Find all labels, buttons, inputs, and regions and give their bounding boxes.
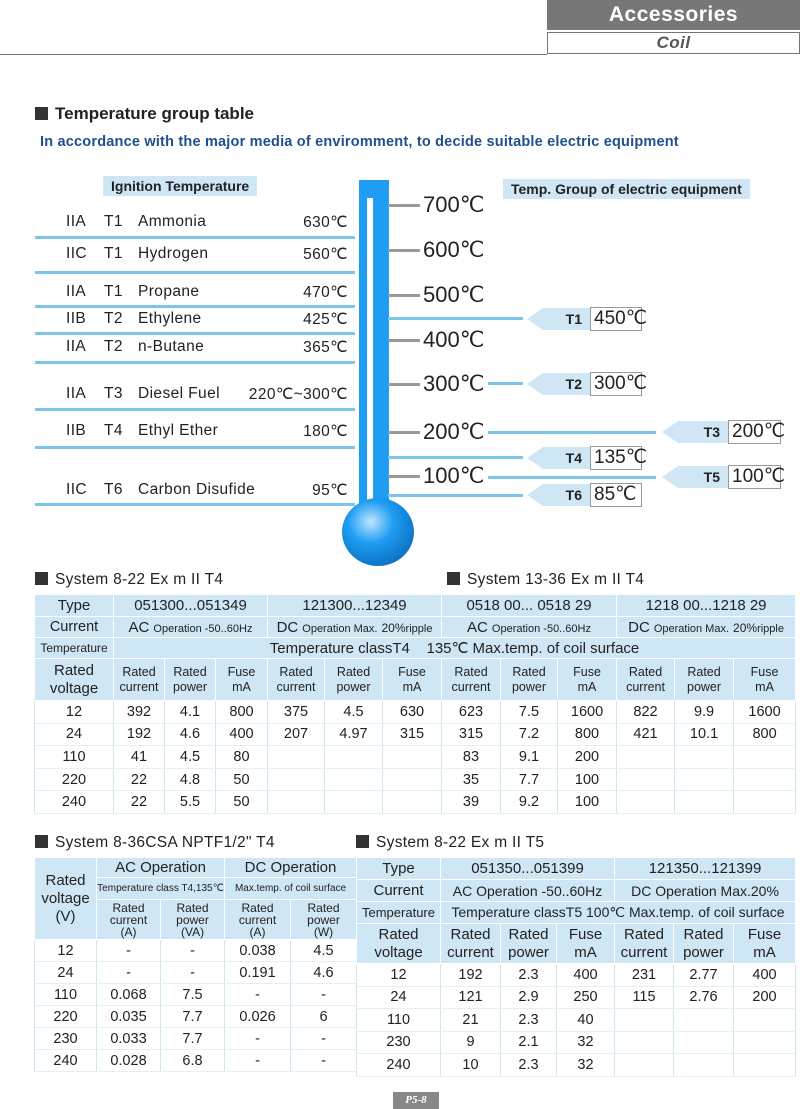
square-bullet-icon	[35, 572, 48, 585]
table-cell: 4.6	[291, 962, 357, 984]
table-cell	[617, 791, 675, 814]
table-cell: 4.8	[165, 768, 216, 791]
table-row	[357, 1054, 796, 1077]
table-row	[35, 962, 357, 984]
temperature-class: Temperature classT5 100℃ Max.temp. of coil surface	[441, 902, 796, 924]
table-cell: -	[291, 984, 357, 1006]
group-value: 135℃	[590, 446, 642, 470]
table-cell	[383, 746, 442, 769]
table-cell: 6.8	[161, 1050, 225, 1072]
table-cell: 7.2	[501, 723, 558, 746]
square-bullet-icon	[447, 572, 460, 585]
table4-title: System 8-22 Ex m II T5	[356, 834, 544, 852]
type-range: 1218 00...1218 29	[617, 595, 796, 617]
table-cell: 4.5	[165, 746, 216, 769]
scale-tick	[388, 339, 420, 342]
table-cell: 21	[441, 1009, 501, 1032]
table-cell: 800	[558, 723, 617, 746]
scale-tick	[388, 431, 420, 434]
table-cell: 2.77	[674, 964, 734, 987]
group-arrow: T6	[543, 484, 590, 506]
table-cell: 1600	[734, 701, 796, 724]
table1-title: System 8-22 Ex m II T4	[35, 571, 223, 589]
group-arrow: T1	[543, 308, 590, 330]
type-label: Type	[357, 858, 441, 880]
table-cell: 2.1	[501, 1031, 557, 1054]
table-cell	[617, 746, 675, 769]
table-cell: 192	[441, 964, 501, 987]
table-cell: 121	[441, 986, 501, 1009]
section-subtitle: In accordance with the major media of enviromment, to decide suitable electric equipment	[40, 134, 679, 150]
gas-row: IIB T2 Ethylene 425℃	[66, 310, 348, 328]
group-value: 300℃	[590, 372, 642, 396]
table-cell	[268, 768, 325, 791]
table-cell: 12	[357, 964, 441, 987]
table-cell	[674, 1054, 734, 1077]
table-cell: 207	[268, 723, 325, 746]
temperature-class: Temperature class T4,135℃	[97, 878, 225, 900]
ac-operation: AC Operation -50..60Hz	[442, 617, 617, 638]
table-cell	[734, 1031, 796, 1054]
scale-tick	[388, 475, 420, 478]
table-cell	[615, 1031, 674, 1054]
ac-operation: AC Operation	[97, 858, 225, 878]
gas-line	[35, 271, 355, 274]
table-cell	[615, 1009, 674, 1032]
table-cell	[617, 768, 675, 791]
table-cell: 7.7	[161, 1028, 225, 1050]
table-cell: 7.7	[501, 768, 558, 791]
table-cell: 7.7	[161, 1006, 225, 1028]
scale-label: 300℃	[423, 371, 485, 396]
gas-row: IIA T1 Propane 470℃	[66, 283, 348, 301]
table-cell	[674, 1009, 734, 1032]
group-line	[388, 494, 523, 497]
group-value: 450℃	[590, 307, 642, 331]
group-line	[488, 476, 656, 479]
table-cell: 41	[114, 746, 165, 769]
table-cell: 83	[442, 746, 501, 769]
table-cell: 100	[558, 791, 617, 814]
table-cell: 230	[35, 1028, 97, 1050]
group-line	[388, 317, 523, 320]
table-cell: -	[161, 962, 225, 984]
table-cell: 10.1	[675, 723, 734, 746]
group-line	[488, 431, 656, 434]
temperature-row	[35, 638, 796, 659]
table-cell: 35	[442, 768, 501, 791]
table-row	[35, 723, 796, 746]
group-arrow: T5	[678, 466, 728, 488]
table-row	[35, 1028, 357, 1050]
group-value: 100℃	[728, 465, 781, 489]
gas-line	[35, 503, 355, 506]
table-cell: 2.3	[501, 964, 557, 987]
gas-row: IIC T1 Hydrogen 560℃	[66, 245, 348, 263]
table-cell: -	[97, 940, 161, 962]
table-row	[35, 746, 796, 769]
section-title	[35, 104, 254, 124]
table-row	[357, 1031, 796, 1054]
ac-operation: AC Operation -50..60Hz	[114, 617, 268, 638]
table-cell: 10	[441, 1054, 501, 1077]
table-cell: 230	[357, 1031, 441, 1054]
section-title-text: Temperature group table	[55, 104, 254, 123]
table-cell	[383, 791, 442, 814]
scale-tick	[388, 204, 420, 207]
table-cell	[734, 1009, 796, 1032]
table-row	[357, 986, 796, 1009]
table-row	[35, 984, 357, 1006]
scale-tick	[388, 383, 420, 386]
table-cell: 0.038	[225, 940, 291, 962]
table-row	[357, 964, 796, 987]
table2-title: System 13-36 Ex m II T4	[447, 571, 644, 589]
table-cell: 240	[357, 1054, 441, 1077]
scale-label: 600℃	[423, 237, 485, 262]
table-cell: 7.5	[501, 701, 558, 724]
table-cell: 375	[268, 701, 325, 724]
table-cell: 800	[734, 723, 796, 746]
square-bullet-icon	[35, 107, 48, 120]
scale-label: 100℃	[423, 463, 485, 488]
table-cell: 315	[442, 723, 501, 746]
table-cell: 32	[557, 1031, 615, 1054]
table-cell: 0.068	[97, 984, 161, 1006]
table-cell: 9.1	[501, 746, 558, 769]
table-cell: -	[225, 1028, 291, 1050]
table-cell: 0.028	[97, 1050, 161, 1072]
table-cell: 100	[558, 768, 617, 791]
gas-line	[35, 446, 355, 449]
table-cell: 110	[35, 746, 114, 769]
square-bullet-icon	[356, 835, 369, 848]
group-line	[488, 382, 523, 385]
group-arrow: T4	[543, 447, 590, 469]
table-row	[35, 768, 796, 791]
table-cell: 623	[442, 701, 501, 724]
type-range: 121350...121399	[615, 858, 796, 880]
table-cell: 315	[383, 723, 442, 746]
temperature-label: Temperature	[35, 638, 114, 659]
table-cell	[675, 746, 734, 769]
dc-operation: DC Operation	[225, 858, 357, 878]
table-cell: 0.035	[97, 1006, 161, 1028]
table-cell: 4.6	[165, 723, 216, 746]
gas-line	[35, 408, 355, 411]
table-cell	[734, 1054, 796, 1077]
table-cell: 200	[558, 746, 617, 769]
ac-operation: AC Operation -50..60Hz	[441, 880, 615, 902]
temp-group-label: Temp. Group of electric equipment	[503, 179, 750, 199]
square-bullet-icon	[35, 835, 48, 848]
group-value: 200℃	[728, 420, 781, 444]
table-cell: 2.3	[501, 1054, 557, 1077]
table-cell: 12	[35, 940, 97, 962]
table-cell: 231	[615, 964, 674, 987]
table-cell	[383, 768, 442, 791]
max-temp-note: Max.temp. of coil surface	[225, 878, 357, 900]
table-row	[35, 791, 796, 814]
gas-row: IIA T3 Diesel Fuel 220℃~300℃	[66, 385, 348, 403]
scale-label: 200℃	[423, 419, 485, 444]
type-range: 121300...12349	[268, 595, 442, 617]
group-arrow: T2	[543, 373, 590, 395]
table-cell: 0.026	[225, 1006, 291, 1028]
table-cell: 24	[35, 723, 114, 746]
group-arrow: T3	[678, 421, 728, 443]
gas-line	[35, 361, 355, 364]
table-cell: 6	[291, 1006, 357, 1028]
current-row	[35, 617, 796, 638]
table-cell	[268, 791, 325, 814]
table-cell: -	[225, 984, 291, 1006]
type-label: Type	[35, 595, 114, 617]
type-row	[35, 595, 796, 617]
table-cell: -	[291, 1050, 357, 1072]
scale-tick	[388, 294, 420, 297]
table-cell: 400	[734, 964, 796, 987]
table-cell: 2.9	[501, 986, 557, 1009]
gas-row: IIA T1 Ammonia 630℃	[66, 213, 348, 231]
table-cell	[325, 791, 383, 814]
table-cell: -	[225, 1050, 291, 1072]
group-value: 85℃	[590, 483, 642, 507]
table-row	[35, 940, 357, 962]
table-cell: 822	[617, 701, 675, 724]
table-cell	[674, 1031, 734, 1054]
table-cell: 2.3	[501, 1009, 557, 1032]
gas-row: IIA T2 n-Butane 365℃	[66, 338, 348, 356]
table-cell: 32	[557, 1054, 615, 1077]
table-cell: 115	[615, 986, 674, 1009]
page-number: P5-8	[393, 1092, 439, 1109]
gas-row: IIC T6 Carbon Disufide 95℃	[66, 481, 348, 499]
gas-line	[35, 332, 355, 335]
table-cell	[734, 768, 796, 791]
table-cell: 220	[35, 1006, 97, 1028]
table-cell: 400	[216, 723, 268, 746]
table-cell: 4.97	[325, 723, 383, 746]
rated-voltage-header: Rated voltage (V)	[35, 858, 97, 940]
table-cell: 2.76	[674, 986, 734, 1009]
table-row	[35, 1050, 357, 1072]
table-cell	[325, 746, 383, 769]
table-cell: 421	[617, 723, 675, 746]
table-cell: 1600	[558, 701, 617, 724]
table-cell: -	[161, 940, 225, 962]
table-cell: 240	[35, 1050, 97, 1072]
table-cell: 40	[557, 1009, 615, 1032]
table-cell: 630	[383, 701, 442, 724]
table-cell: 39	[442, 791, 501, 814]
system-table-t4	[34, 594, 796, 814]
table-cell	[734, 746, 796, 769]
table-cell	[675, 791, 734, 814]
table-cell: 240	[35, 791, 114, 814]
table-cell	[615, 1054, 674, 1077]
table-cell: 22	[114, 768, 165, 791]
current-label: Current	[35, 617, 114, 638]
scale-tick	[388, 249, 420, 252]
table-cell: 50	[216, 791, 268, 814]
type-range: 0518 00... 0518 29	[442, 595, 617, 617]
system-table-t5: Type 051350...051399 121350...121399 Current AC Operation -50..60Hz DC Operation Max.20% Temperature Temperature classT5 100℃ Max.temp. of coil surface Rated voltage Rated current Rated power Fuse mA Rated current Rated power Fuse mA 12 192 2.3 400 231 2.77 400 24 121 2.9 250 115 2.76 200 110 21 2.3 40 230 9 2.1 32 240 10 2.3 32	[356, 857, 796, 1077]
table-row	[35, 701, 796, 724]
header-title: Accessories	[547, 0, 800, 30]
rated-voltage-header: Rated voltage	[35, 659, 114, 701]
table-row	[35, 1006, 357, 1028]
table-cell: 24	[357, 986, 441, 1009]
table-cell: 12	[35, 701, 114, 724]
table-cell: 9.9	[675, 701, 734, 724]
type-range: 051300...051349	[114, 595, 268, 617]
table-cell: 50	[216, 768, 268, 791]
table-cell: 200	[734, 986, 796, 1009]
table-cell: 7.5	[161, 984, 225, 1006]
header-divider	[0, 54, 547, 55]
temperature-class: Temperature classT4 135℃ Max.temp. of coil surface	[114, 638, 796, 659]
scale-label: 700℃	[423, 192, 485, 217]
table-cell: 5.5	[165, 791, 216, 814]
header-subtitle: Coil	[547, 32, 800, 54]
scale-label: 500℃	[423, 282, 485, 307]
table-row	[357, 1009, 796, 1032]
table-cell: -	[97, 962, 161, 984]
table-cell: 392	[114, 701, 165, 724]
column-header-row: Rated voltage Rated current Rated power Fuse mA Rated current Rated power Fuse mA Rated current Rated power Fuse mA Rated current Rated power Fuse mA	[35, 659, 796, 701]
table-cell: 110	[35, 984, 97, 1006]
table-cell: 22	[114, 791, 165, 814]
table-cell: 400	[557, 964, 615, 987]
table-cell: 4.5	[291, 940, 357, 962]
group-line	[388, 456, 523, 459]
table-cell: 24	[35, 962, 97, 984]
gas-row: IIB T4 Ethyl Ether 180℃	[66, 422, 348, 440]
table-cell: 220	[35, 768, 114, 791]
temperature-label: Temperature	[357, 902, 441, 924]
table-cell	[325, 768, 383, 791]
table-cell: 192	[114, 723, 165, 746]
scale-label: 400℃	[423, 327, 485, 352]
table-cell: 9.2	[501, 791, 558, 814]
system-table-csa: Rated voltage (V) AC Operation DC Operation Temperature class T4,135℃ Max.temp. of coil surface Rated current (A) Rated power (VA) Rated current (A) Rated power (W) 12 - - 0.038 4.5 24 - - 0.191 4.6 110 0.068 7.5 - - 220 0.035 7.7 0.026 6 230 0.033 7.7 - - 240 0.028 6.8 - -	[34, 857, 357, 1072]
dc-operation: DC Operation Max. 20%ripple	[617, 617, 796, 638]
table-cell: 4.1	[165, 701, 216, 724]
type-range: 051350...051399	[441, 858, 615, 880]
dc-operation: DC Operation Max.20%	[615, 880, 796, 902]
table-cell	[734, 791, 796, 814]
dc-operation: DC Operation Max. 20%ripple	[268, 617, 442, 638]
table-cell: 250	[557, 986, 615, 1009]
ignition-temperature-label: Ignition Temperature	[103, 176, 257, 196]
table-cell: 800	[216, 701, 268, 724]
table-cell: 80	[216, 746, 268, 769]
table-cell: 0.191	[225, 962, 291, 984]
gas-line	[35, 305, 355, 308]
table-cell: 0.033	[97, 1028, 161, 1050]
current-label: Current	[357, 880, 441, 902]
gas-line	[35, 236, 355, 239]
table-cell: 110	[357, 1009, 441, 1032]
table-cell: -	[291, 1028, 357, 1050]
table-cell: 4.5	[325, 701, 383, 724]
table-cell	[268, 746, 325, 769]
table3-title: System 8-36CSA NPTF1/2" T4	[35, 834, 275, 852]
table-cell: 9	[441, 1031, 501, 1054]
table-cell	[675, 768, 734, 791]
